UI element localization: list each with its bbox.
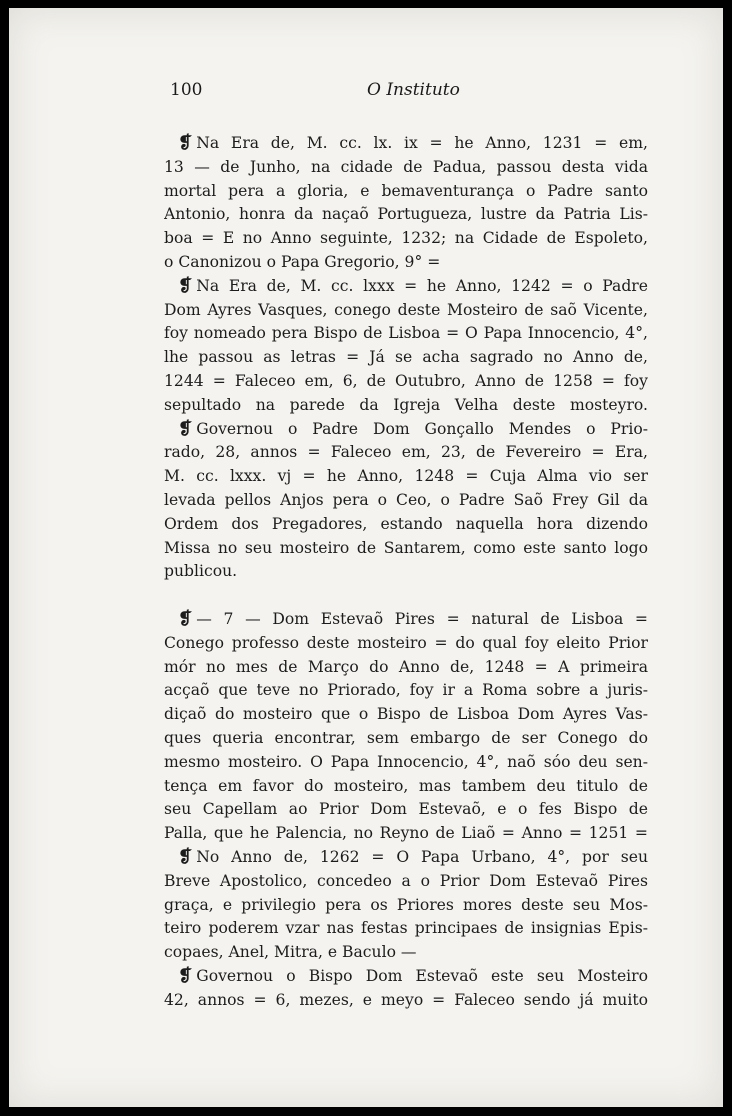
pilcrow-mark: ❡ xyxy=(178,275,193,296)
text-line xyxy=(164,346,648,370)
paragraph xyxy=(164,846,648,965)
pilcrow-mark: ❡ xyxy=(178,418,193,439)
line-text: 42, annos = 6, mezes, e meyo = Faleceo sendo já muito xyxy=(164,990,648,1009)
line-text: mesmo mosteiro. O Papa Innocencio, 4°, naõ sóo deu sen- xyxy=(164,752,648,771)
pilcrow-mark: ❡ xyxy=(178,965,193,986)
text-line xyxy=(164,370,648,394)
line-text: rado, 28, annos = Faleceo em, 23, de Fevereiro = Era, xyxy=(164,443,648,462)
text-line xyxy=(164,798,648,822)
line-text: teiro poderem vzar nas festas principaes de insignias Epis- xyxy=(164,919,648,938)
text-line xyxy=(164,727,648,751)
text-line xyxy=(164,560,648,584)
text-line xyxy=(164,656,648,680)
line-text: mór no mes de Março do Anno de, 1248 = A primeira xyxy=(164,657,648,676)
line-text: Missa no seu mosteiro de Santarem, como este santo logo xyxy=(164,538,648,557)
text-line xyxy=(164,418,648,442)
line-text: 1244 = Faleceo em, 6, de Outubro, Anno de 1258 = foy xyxy=(164,371,648,390)
line-text: acçaõ que teve no Priorado, foy ir a Roma sobre a juris- xyxy=(164,681,648,700)
text-line xyxy=(164,394,648,418)
line-text: o Canonizou o Papa Gregorio, 9° = xyxy=(164,252,441,271)
page-header xyxy=(9,80,723,104)
text-line xyxy=(164,989,648,1013)
line-text: sepultado na parede da Igreja Velha deste mosteyro. xyxy=(164,395,648,414)
line-text: Governou o Padre Dom Gonçallo Mendes o Prio- xyxy=(196,419,648,438)
running-title: O Instituto xyxy=(367,80,460,100)
text-line xyxy=(164,275,648,299)
paragraph xyxy=(164,132,648,275)
paragraph xyxy=(164,608,648,846)
line-text: lhe passou as letras = Já se acha sagrado no Anno de, xyxy=(164,348,648,367)
line-text: publicou. xyxy=(164,562,238,581)
page-number: 100 xyxy=(170,80,203,100)
line-text: M. cc. lxxx. vj = he Anno, 1248 = Cuja Alma vio ser xyxy=(164,467,648,486)
paragraph xyxy=(164,418,648,585)
line-text: Antonio, honra da naçaõ Portugueza, lustre da Patria Lis- xyxy=(164,205,648,224)
text-line xyxy=(164,465,648,489)
text-line xyxy=(164,822,648,846)
line-text: 13 — de Junho, na cidade de Padua, passou desta vida xyxy=(164,157,648,176)
book-page xyxy=(9,8,723,1107)
text-line xyxy=(164,608,648,632)
text-line xyxy=(164,775,648,799)
line-text: Conego professo deste mosteiro = do qual foy eleito Prior xyxy=(164,633,648,652)
line-text: mortal pera a gloria, e bemaventurança o Padre santo xyxy=(164,181,648,200)
text-line xyxy=(164,965,648,989)
text-line xyxy=(164,917,648,941)
line-text: Governou o Bispo Dom Estevaõ este seu Mosteiro xyxy=(196,966,648,985)
line-text: Dom Ayres Vasques, conego deste Mosteiro de saõ Vicente, xyxy=(164,300,648,319)
pilcrow-mark: ❡ xyxy=(178,133,193,153)
line-text: levada pellos Anjos pera o Ceo, o Padre Saõ Frey Gil da xyxy=(164,490,648,509)
pilcrow-mark: ❡ xyxy=(178,608,193,629)
text-line xyxy=(164,941,648,965)
paragraph xyxy=(164,275,648,418)
line-text: Ordem dos Pregadores, estando naquella hora dizendo xyxy=(164,514,648,533)
line-text: boa = E no Anno seguinte, 1232; na Cidade de Espoleto, xyxy=(164,229,648,248)
text-line xyxy=(164,894,648,918)
text-line xyxy=(164,132,648,156)
text-line xyxy=(164,203,648,227)
text-line xyxy=(164,632,648,656)
pilcrow-mark: ❡ xyxy=(178,846,193,867)
text-line xyxy=(164,870,648,894)
text-line xyxy=(164,751,648,775)
text-line xyxy=(164,322,648,346)
line-text: seu Capellam ao Prior Dom Estevaõ, e o fes Bispo de xyxy=(164,800,648,819)
text-line xyxy=(164,513,648,537)
text-line xyxy=(164,489,648,513)
line-text: No Anno de, 1262 = O Papa Urbano, 4°, por seu xyxy=(196,847,648,866)
line-text: copaes, Anel, Mitra, e Baculo — xyxy=(164,943,417,962)
text-line xyxy=(164,703,648,727)
text-line xyxy=(164,679,648,703)
text-line xyxy=(164,156,648,180)
text-line xyxy=(164,846,648,870)
paragraph xyxy=(164,965,648,1013)
body-text xyxy=(164,132,648,1012)
text-line xyxy=(164,299,648,323)
line-text: Palla, que he Palencia, no Reyno de Liaõ = Anno = 1251 = xyxy=(164,824,648,843)
line-text: ques queria encontrar, sem embargo de ser Conego do xyxy=(164,728,648,747)
line-text: Na Era de, M. cc. lx. ix = he Anno, 1231 = em, xyxy=(196,134,648,152)
text-line xyxy=(164,537,648,561)
section-gap xyxy=(164,584,648,608)
line-text: foy nomeado pera Bispo de Lisboa = O Papa Innocencio, 4°, xyxy=(164,324,648,343)
line-text: — 7 — Dom Estevaõ Pires = natural de Lisboa = xyxy=(196,609,648,628)
line-text: diçaõ do mosteiro que o Bispo de Lisboa Dom Ayres Vas- xyxy=(164,705,648,724)
text-line xyxy=(164,227,648,251)
text-line xyxy=(164,441,648,465)
line-text: Na Era de, M. cc. lxxx = he Anno, 1242 = o Padre xyxy=(196,276,648,295)
text-line xyxy=(164,180,648,204)
line-text: Breve Apostolico, concedeo a o Prior Dom Estevaõ Pires xyxy=(164,871,648,890)
line-text: tença em favor do mosteiro, mas tambem deu titulo de xyxy=(164,776,648,795)
text-line xyxy=(164,251,648,275)
line-text: graça, e privilegio pera os Priores mores deste seu Mos- xyxy=(164,895,648,914)
